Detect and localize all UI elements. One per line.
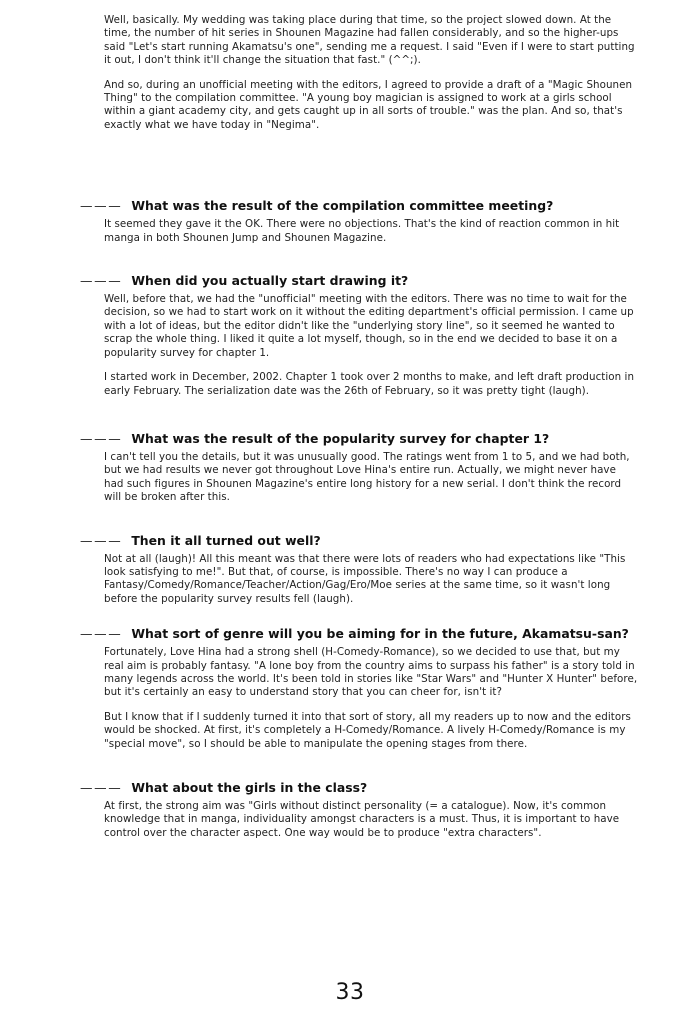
dash-marker-icon: ——— bbox=[80, 626, 123, 642]
qa-list bbox=[80, 198, 638, 840]
answer-paragraph: It seemed they gave it the OK. There were no objections. That's the kind of reaction common in hit manga in both Shounen Jump and Shounen Magazine. bbox=[104, 218, 620, 244]
dash-marker-icon: ——— bbox=[80, 273, 123, 289]
answer-paragraph: Not at all (laugh)! All this meant was that there were lots of readers who had expectations like "This look satisfying to me!". But that, of course, is impossible. There's no way I can produce a Fantasy/Comedy/Romance/Teacher/Action/Gag/Ero/Moe series at the same time, so it wasn't long before the popularity survey results fell (laugh). bbox=[104, 552, 626, 605]
answer-paragraph: I started work in December, 2002. Chapter 1 took over 2 months to make, and left draft production in early February. The serialization date was the 26th of February, so it was pretty tight (laugh). bbox=[104, 371, 635, 397]
answer-block bbox=[104, 646, 638, 751]
question-row bbox=[80, 273, 638, 289]
section-spacer bbox=[104, 409, 638, 431]
qa-item bbox=[80, 780, 638, 840]
answer-paragraph: Well, before that, we had the "unofficial" meeting with the editors. There was no time to wait for the decision, so we had to start work on it without the editing department's official permission. I came up with a lot of ideas, but the editor didn't like the "underlying story line", so it seemed he wanted to scrap the whole thing. I liked it quite a lot myself, though, so in the end we decided to base it on a popularity survey for chapter 1. bbox=[104, 293, 634, 359]
question-row bbox=[80, 626, 638, 642]
qa-item bbox=[80, 626, 638, 751]
intro-paragraph-1: Well, basically. My wedding was taking place during that time, so the project slowed down. At the time, the number of hit series in Shounen Magazine had fallen considerably, and so the higher-ups said "Let's start running Akamatsu's one", sending me a request. I said "Even if I were to start putting it out, I don't think it'll change the situation that fast." (^^;). bbox=[104, 14, 635, 67]
intro-paragraph-2: And so, during an unofficial meeting with the editors, I agreed to provide a draft of a "Magic Shounen Thing" to the compilation committee. "A young boy magician is assigned to work at a girls school within a giant academy city, and gets caught up in all sorts of trouble." was the plan. And so, that's exactly what we have today in "Negima". bbox=[104, 78, 633, 131]
page-number: 33 bbox=[335, 980, 365, 1005]
dash-marker-icon: ——— bbox=[80, 780, 123, 795]
question-text: Then it all turned out well? bbox=[131, 532, 321, 548]
answer-paragraph: I can't tell you the details, but it was unusually good. The ratings went from 1 to 5, and we had both, but we had results we never got throughout Love Hina's entire run. Actually, we might never have had such figures in Shounen Magazine's entire long history for a new serial. I don't think the record will be broken after this. bbox=[104, 450, 630, 504]
question-text: What was the result of the popularity survey for chapter 1? bbox=[131, 430, 550, 446]
dash-marker-icon: ——— bbox=[80, 198, 123, 214]
dash-marker-icon: ——— bbox=[80, 430, 123, 446]
section-spacer bbox=[104, 256, 638, 273]
question-text: When did you actually start drawing it? bbox=[131, 273, 409, 289]
answer-block bbox=[104, 293, 638, 398]
question-row bbox=[80, 430, 638, 446]
question-text: What was the result of the compilation committee meeting? bbox=[131, 198, 554, 214]
question-text: What about the girls in the class? bbox=[131, 780, 368, 795]
answer-paragraph: But I know that if I suddenly turned it into that sort of story, all my readers up to now and the editors would be shocked. At first, it's completely a H-Comedy/Romance. A lively H-Comedy/Romance is my "special move", so I should be able to manipulate the opening stages from there. bbox=[104, 710, 631, 750]
answer-paragraph: At first, the strong aim was "Girls without distinct personality (= a catalogue). Now, it's common knowledge that in manga, individuality amongst characters is a must. Thus, it is important to have control over the character aspect. One way would be to produce "extra characters". bbox=[104, 800, 620, 839]
question-row bbox=[80, 532, 638, 548]
answer-block bbox=[104, 553, 638, 607]
section-spacer bbox=[104, 762, 638, 780]
answer-paragraph: Fortunately, Love Hina had a strong shell (H-Comedy-Romance), so we decided to use that, but my real aim is probably fantasy. "A lone boy from the country aims to surpass his father" is a story told in many legends across the world. It's been told in stories like "Star Wars" and "Hunter X Hunter" before, but it's certainly an easy to understand story that you can cheer for, isn't it? bbox=[104, 646, 638, 699]
qa-item bbox=[80, 198, 638, 245]
qa-item bbox=[80, 532, 638, 607]
dash-marker-icon: ——— bbox=[80, 532, 123, 548]
section-spacer bbox=[104, 617, 638, 626]
question-text: What sort of genre will you be aiming for in the future, Akamatsu-san? bbox=[131, 626, 629, 642]
answer-block bbox=[104, 218, 638, 245]
qa-item bbox=[80, 273, 638, 398]
answer-block bbox=[104, 451, 638, 505]
section-spacer bbox=[104, 516, 638, 533]
question-row bbox=[80, 198, 638, 214]
answer-block bbox=[104, 800, 638, 840]
qa-item bbox=[80, 430, 638, 505]
intro-section bbox=[104, 14, 638, 132]
question-row bbox=[80, 780, 638, 795]
